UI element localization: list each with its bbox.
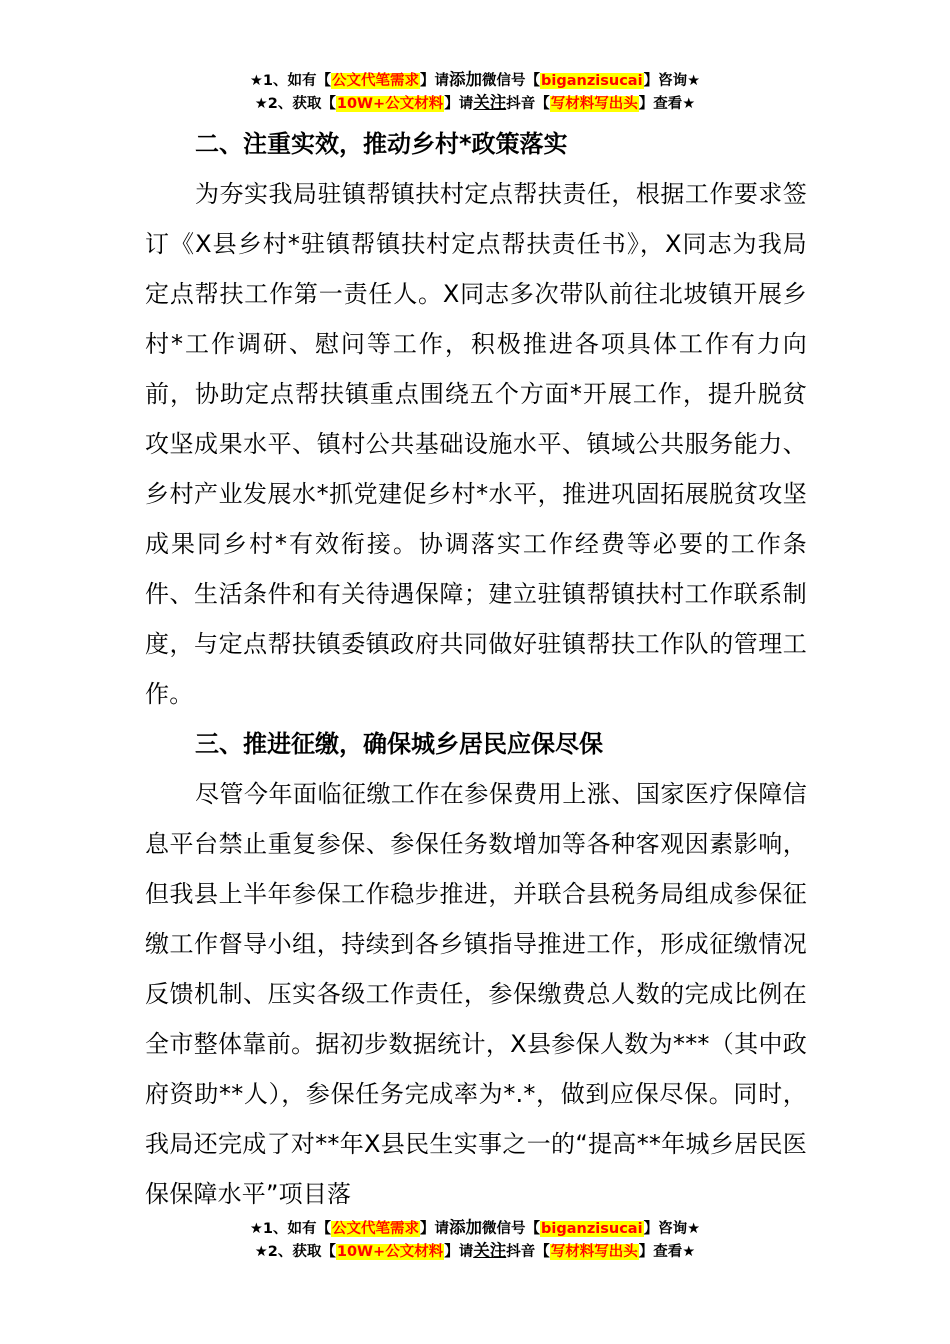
emphasis-follow: 关注 — [473, 93, 507, 112]
banner-text: 微信号【 — [482, 73, 541, 89]
banner-text: 微信号【 — [482, 1221, 541, 1237]
banner-text: ★1、如有【 — [249, 1221, 332, 1237]
banner-text: 】请 — [444, 1244, 474, 1260]
douyin-account: 写材料写出头 — [550, 1244, 638, 1260]
section-heading-3: 三、推进征缴，确保城乡居民应保尽保 — [195, 730, 603, 758]
banner-text: 】咨询★ — [643, 1221, 701, 1237]
douyin-account: 写材料写出头 — [550, 96, 638, 112]
banner-text: 】咨询★ — [643, 73, 701, 89]
banner-text: 抖音【 — [506, 1244, 550, 1260]
emphasis-add: 添加 — [449, 70, 483, 89]
banner-line-1 — [0, 1217, 950, 1240]
wechat-id: biganzisucai — [541, 1221, 643, 1237]
banner-text: 】请 — [420, 73, 450, 89]
section-heading-2: 二、注重实效，推动乡村*政策落实 — [195, 130, 568, 158]
banner-line-1 — [0, 69, 950, 92]
banner-text: 】查看★ — [638, 96, 696, 112]
highlight-service: 公文代笔需求 — [332, 73, 420, 89]
emphasis-follow: 关注 — [473, 1241, 507, 1260]
banner-text: 】请 — [420, 1221, 450, 1237]
banner-line-2 — [0, 92, 950, 115]
document-body — [145, 119, 807, 1219]
banner-text: 抖音【 — [506, 96, 550, 112]
banner-text: ★2、获取【 — [254, 96, 336, 112]
banner-text: ★1、如有【 — [249, 73, 332, 89]
header-banner — [0, 69, 950, 115]
highlight-materials: 10W+公文材料 — [336, 1244, 444, 1260]
banner-text: 】查看★ — [638, 1244, 696, 1260]
highlight-service: 公文代笔需求 — [332, 1221, 420, 1237]
banner-text: ★2、获取【 — [254, 1244, 336, 1260]
section-paragraph-2: 为夯实我局驻镇帮镇扶村定点帮扶责任，根据工作要求签订《X县乡村*驻镇帮镇扶村定点帮扶责任书》，X同志为我局定点帮扶工作第一责任人。X同志多次带队前往北坡镇开展乡村*工作调研、慰问等工作，积极推进各项具体工作有力向前，协助定点帮扶镇重点围绕五个方面*开展工作，提升脱贫攻坚成果水平、镇村公共基础设施水平、镇域公共服务能力、乡村产业发展水*抓党建促乡村*水平，推进巩固拓展脱贫攻坚成果同乡村*有效衔接。协调落实工作经费等必要的工作条件、生活条件和有关待遇保障；建立驻镇帮镇扶村工作联系制度，与定点帮扶镇委镇政府共同做好驻镇帮扶工作队的管理工作。 — [145, 180, 807, 708]
wechat-id: biganzisucai — [541, 73, 643, 89]
section-paragraph-3: 尽管今年面临征缴工作在参保费用上涨、国家医疗保障信息平台禁止重复参保、参保任务数增加等各种客观因素影响，但我县上半年参保工作稳步推进，并联合县税务局组成参保征缴工作督导小组，持续到各乡镇指导推进工作，形成征缴情况反馈机制、压实各级工作责任，参保缴费总人数的完成比例在全市整体靠前。据初步数据统计，X县参保人数为***（其中政府资助**人），参保任务完成率为*.*，做到应保尽保。同时，我局还完成了对**年X县民生实事之一的“提高**年城乡居民医保保障水平”项目落 — [145, 780, 807, 1208]
highlight-materials: 10W+公文材料 — [336, 96, 444, 112]
banner-line-2 — [0, 1240, 950, 1263]
emphasis-add: 添加 — [449, 1218, 483, 1237]
banner-text: 】请 — [444, 96, 474, 112]
footer-banner — [0, 1217, 950, 1263]
